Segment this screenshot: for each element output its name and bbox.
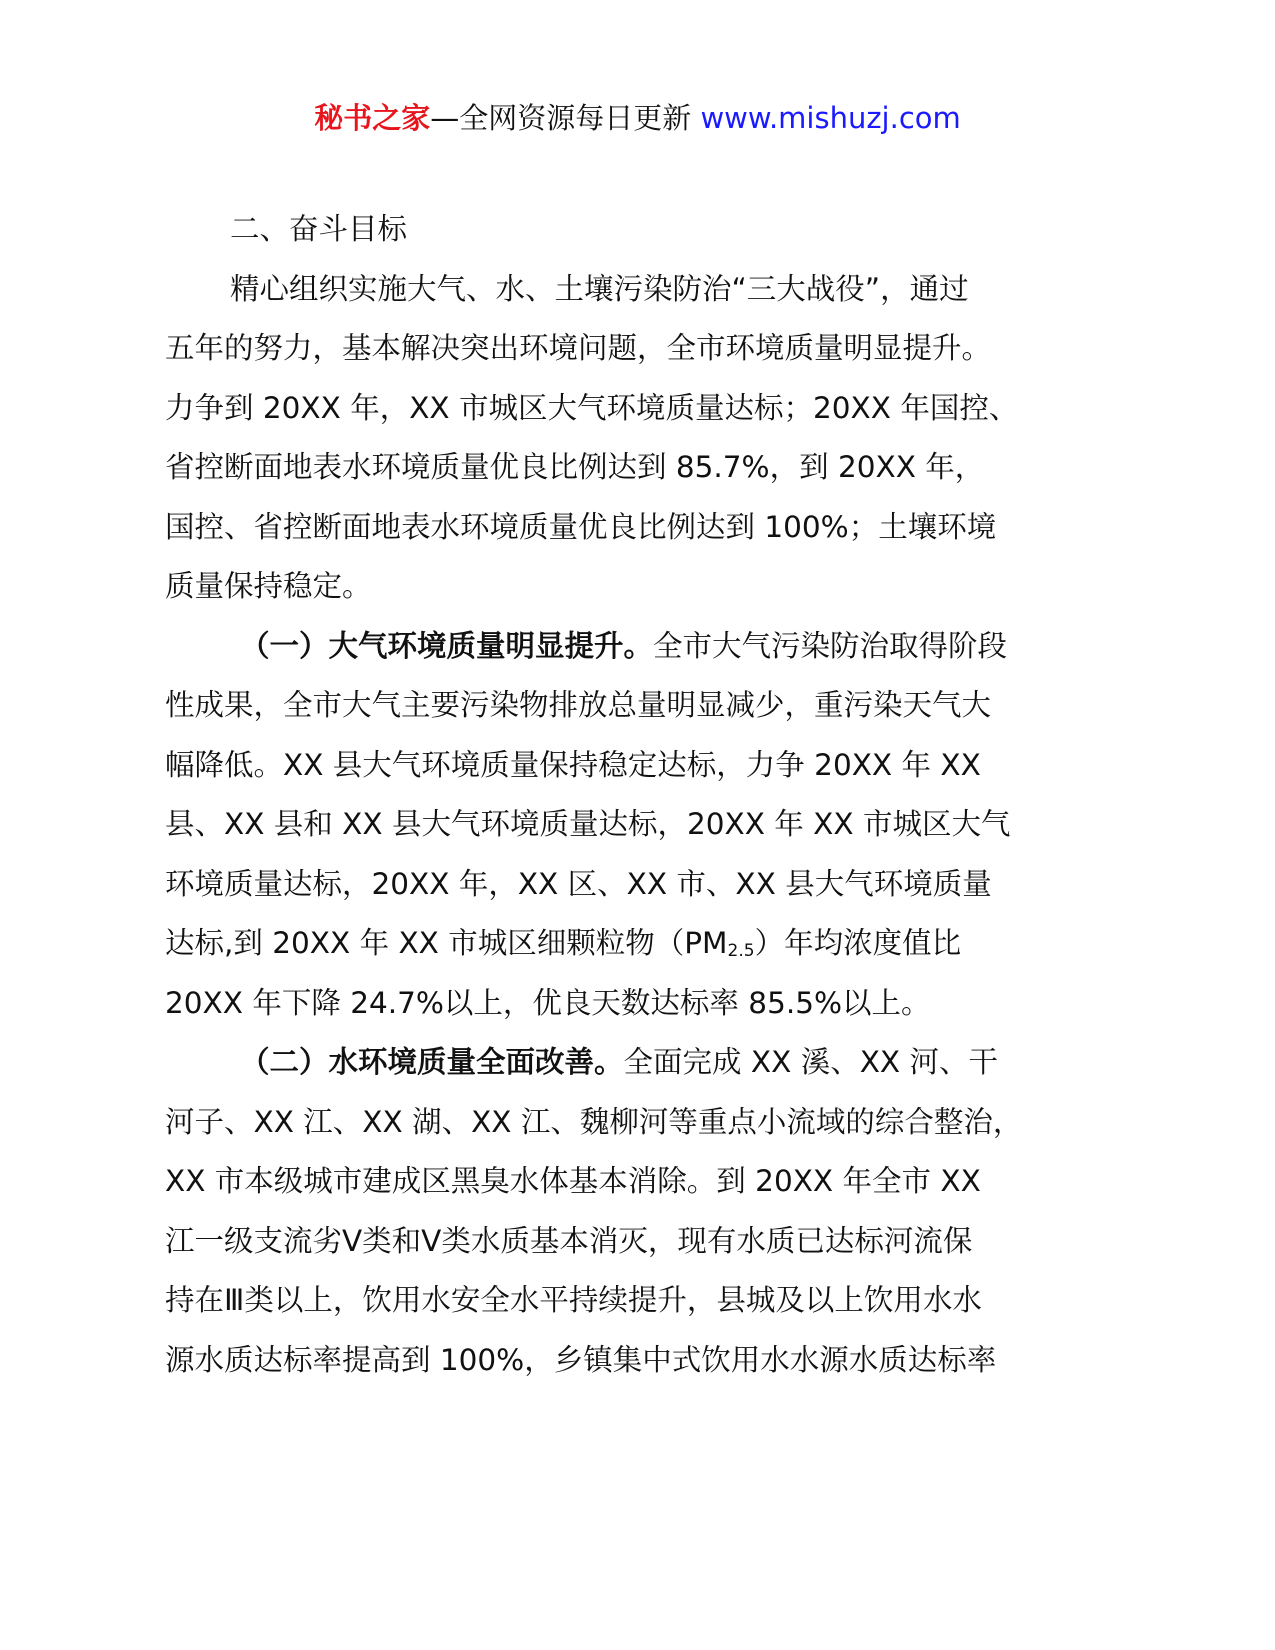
page-header	[0, 98, 1275, 138]
pm-subscript: 2.5	[727, 941, 755, 961]
item2-line: 源水质达标率提高到 100%，乡镇集中式饮用水水源水质达标率	[165, 1342, 997, 1377]
intro-line: 五年的努力，基本解决突出环境问题，全市环境质量明显提升。	[165, 331, 992, 365]
intro-line: 国控、省控断面地表水环境质量优良比例达到 100%；土壤环境	[165, 509, 997, 544]
item2-line: 河子、XX 江、XX 湖、XX 江、魏柳河等重点小流域的综合整治，	[165, 1104, 1023, 1139]
intro-line: 省控断面地表水环境质量优良比例达到 85.7%，到 20XX 年，	[165, 450, 985, 484]
brand-name: 秘书之家	[314, 101, 431, 135]
item1-last-line: 20XX 年下降 24.7%以上，优良天数达标率 85.5%以上。	[165, 985, 931, 1020]
item2-line: XX 市本级城市建成区黑臭水体基本消除。到 20XX 年全市 XX	[165, 1164, 981, 1198]
item1-line: 环境质量达标，20XX 年，XX 区、XX 市、XX 县大气环境质量	[165, 866, 992, 901]
item2-first-line	[165, 1033, 1140, 1093]
pm-line-after: ）年均浓度值比	[754, 926, 962, 960]
item2-line: 江一级支流劣Ⅴ类和Ⅴ类水质基本消灭，现有水质已达标河流保	[165, 1223, 973, 1258]
item1-line: 性成果，全市大气主要污染物排放总量明显减少，重污染天气大	[165, 688, 992, 722]
header-tagline: —全网资源每日更新	[430, 101, 701, 135]
item2-first-line-text: 全面完成 XX 溪、XX 河、干	[623, 1045, 998, 1079]
header-url[interactable]: www.mishuzj.com	[700, 101, 961, 135]
item1-first-line-text: 全市大气污染防治取得阶段	[653, 628, 1008, 663]
intro-line: 精心组织实施大气、水、土壤污染防治“三大战役”，通过	[230, 271, 969, 306]
item1-line: 幅降低。XX 县大气环境质量保持稳定达标，力争 20XX 年 XX	[165, 747, 981, 782]
item1-line: 县、XX 县和 XX 县大气环境质量达标，20XX 年 XX 市城区大气	[165, 807, 1011, 841]
item2-title: （二）水环境质量全面改善。	[240, 1045, 624, 1079]
item1-title: （一）大气环境质量明显提升。	[240, 628, 654, 663]
pm-line-before: 达标,到 20XX 年 XX 市城区细颗粒物（PM	[165, 926, 728, 960]
section-heading: 二、奋斗目标	[230, 212, 408, 246]
item1-pm-line	[165, 914, 1140, 974]
intro-line: 力争到 20XX 年，XX 市城区大气环境质量达标；20XX 年国控、	[165, 390, 1019, 425]
item2-line: 持在Ⅲ类以上，饮用水安全水平持续提升，县城及以上饮用水水	[165, 1283, 982, 1317]
intro-line: 质量保持稳定。	[165, 569, 372, 603]
item1-first-line	[165, 617, 1140, 677]
document-body	[165, 200, 1140, 1390]
